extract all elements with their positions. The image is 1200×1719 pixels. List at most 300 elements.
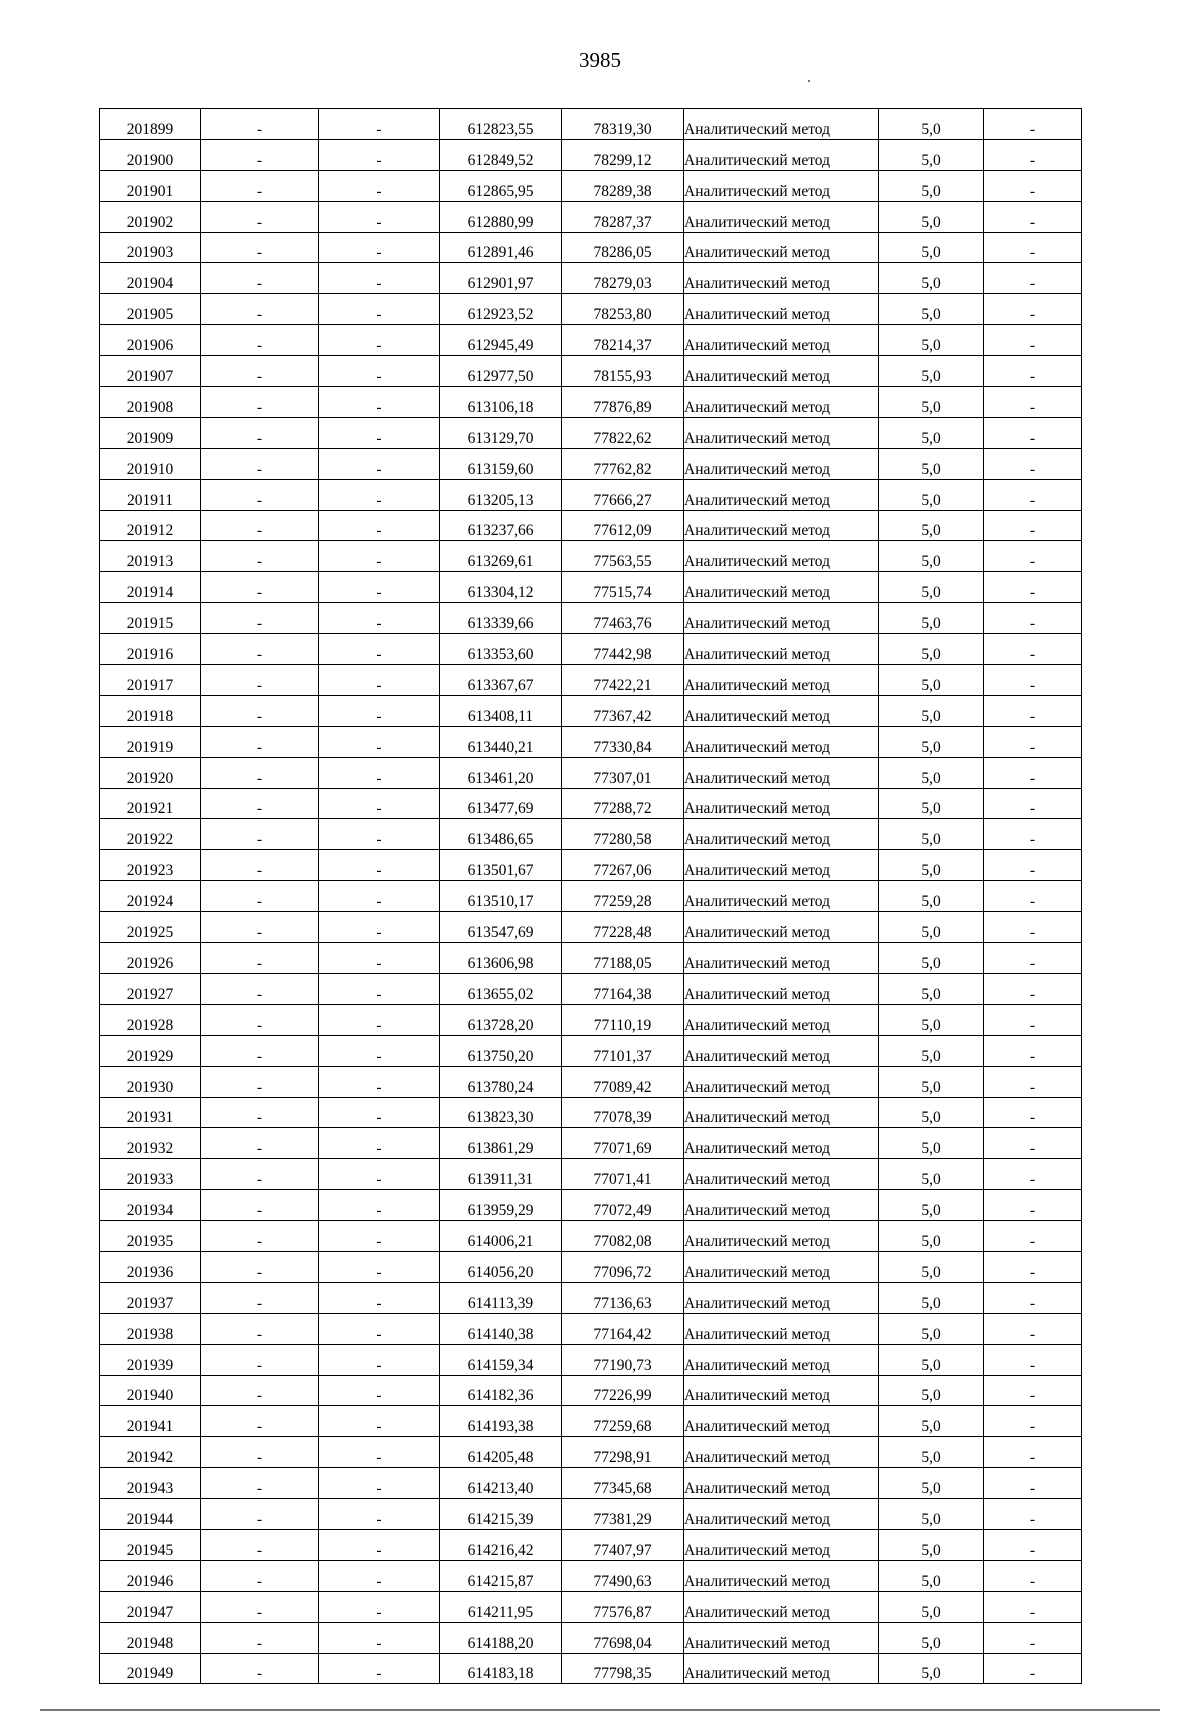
dash-cell: - [201, 170, 319, 201]
point-number: 201942 [100, 1437, 201, 1468]
dash-cell: - [319, 788, 440, 819]
accuracy: 5,0 [879, 695, 984, 726]
dash-cell: - [201, 695, 319, 726]
x-coordinate: 614215,87 [440, 1560, 562, 1591]
dash-cell: - [984, 1066, 1082, 1097]
dash-cell: - [201, 1622, 319, 1653]
x-coordinate: 612945,49 [440, 325, 562, 356]
dash-cell: - [201, 1344, 319, 1375]
dash-cell: - [201, 1004, 319, 1035]
accuracy: 5,0 [879, 1406, 984, 1437]
method: Аналитический метод [684, 1097, 879, 1128]
x-coordinate: 612823,55 [440, 109, 562, 140]
point-number: 201902 [100, 201, 201, 232]
point-number: 201933 [100, 1159, 201, 1190]
y-coordinate: 77563,55 [562, 541, 684, 572]
x-coordinate: 614113,39 [440, 1282, 562, 1313]
dash-cell: - [984, 850, 1082, 881]
accuracy: 5,0 [879, 387, 984, 418]
table-row [100, 201, 1082, 232]
y-coordinate: 77259,28 [562, 881, 684, 912]
dash-cell: - [319, 139, 440, 170]
table-row [100, 665, 1082, 696]
y-coordinate: 77298,91 [562, 1437, 684, 1468]
dash-cell: - [201, 294, 319, 325]
dash-cell: - [319, 201, 440, 232]
dash-cell: - [984, 201, 1082, 232]
x-coordinate: 613129,70 [440, 417, 562, 448]
accuracy: 5,0 [879, 943, 984, 974]
y-coordinate: 77381,29 [562, 1499, 684, 1530]
x-coordinate: 612880,99 [440, 201, 562, 232]
table-row [100, 695, 1082, 726]
y-coordinate: 77164,38 [562, 973, 684, 1004]
dash-cell: - [201, 1128, 319, 1159]
x-coordinate: 614140,38 [440, 1313, 562, 1344]
dash-cell: - [201, 1529, 319, 1560]
dash-cell: - [201, 603, 319, 634]
dash-cell: - [984, 726, 1082, 757]
coordinates-table [99, 108, 1082, 1684]
x-coordinate: 613205,13 [440, 479, 562, 510]
x-coordinate: 614056,20 [440, 1251, 562, 1282]
x-coordinate: 614205,48 [440, 1437, 562, 1468]
dash-cell: - [319, 819, 440, 850]
y-coordinate: 77330,84 [562, 726, 684, 757]
table-row [100, 943, 1082, 974]
table-row [100, 479, 1082, 510]
table-row [100, 1282, 1082, 1313]
dash-cell: - [201, 201, 319, 232]
x-coordinate: 613501,67 [440, 850, 562, 881]
dash-cell: - [984, 139, 1082, 170]
table-row [100, 757, 1082, 788]
method: Аналитический метод [684, 634, 879, 665]
dash-cell: - [319, 1221, 440, 1252]
method: Аналитический метод [684, 1468, 879, 1499]
dash-cell: - [319, 170, 440, 201]
table-row [100, 263, 1082, 294]
x-coordinate: 613823,30 [440, 1097, 562, 1128]
dash-cell: - [201, 1375, 319, 1406]
table-row [100, 541, 1082, 572]
dash-cell: - [201, 850, 319, 881]
y-coordinate: 78214,37 [562, 325, 684, 356]
dash-cell: - [319, 1406, 440, 1437]
table-row [100, 788, 1082, 819]
method: Аналитический метод [684, 263, 879, 294]
y-coordinate: 77267,06 [562, 850, 684, 881]
x-coordinate: 613269,61 [440, 541, 562, 572]
dash-cell: - [984, 479, 1082, 510]
dash-cell: - [984, 912, 1082, 943]
method: Аналитический метод [684, 1529, 879, 1560]
accuracy: 5,0 [879, 973, 984, 1004]
accuracy: 5,0 [879, 912, 984, 943]
y-coordinate: 77089,42 [562, 1066, 684, 1097]
table-row [100, 1560, 1082, 1591]
table-body [100, 109, 1082, 1684]
table-row [100, 1035, 1082, 1066]
accuracy: 5,0 [879, 170, 984, 201]
dash-cell: - [319, 1159, 440, 1190]
point-number: 201932 [100, 1128, 201, 1159]
y-coordinate: 77136,63 [562, 1282, 684, 1313]
table-row [100, 1004, 1082, 1035]
method: Аналитический метод [684, 757, 879, 788]
accuracy: 5,0 [879, 819, 984, 850]
dash-cell: - [984, 819, 1082, 850]
dash-cell: - [984, 1653, 1082, 1684]
accuracy: 5,0 [879, 1375, 984, 1406]
x-coordinate: 613339,66 [440, 603, 562, 634]
y-coordinate: 77407,97 [562, 1529, 684, 1560]
y-coordinate: 77190,73 [562, 1344, 684, 1375]
dash-cell: - [984, 695, 1082, 726]
table-row [100, 1159, 1082, 1190]
method: Аналитический метод [684, 1066, 879, 1097]
accuracy: 5,0 [879, 665, 984, 696]
point-number: 201900 [100, 139, 201, 170]
x-coordinate: 614215,39 [440, 1499, 562, 1530]
point-number: 201936 [100, 1251, 201, 1282]
dash-cell: - [319, 1313, 440, 1344]
dash-cell: - [319, 572, 440, 603]
dash-cell: - [984, 541, 1082, 572]
scan-speck [808, 80, 810, 82]
method: Аналитический метод [684, 170, 879, 201]
accuracy: 5,0 [879, 1437, 984, 1468]
x-coordinate: 613408,11 [440, 695, 562, 726]
method: Аналитический метод [684, 788, 879, 819]
dash-cell: - [201, 263, 319, 294]
y-coordinate: 78319,30 [562, 109, 684, 140]
dash-cell: - [319, 881, 440, 912]
dash-cell: - [201, 1097, 319, 1128]
accuracy: 5,0 [879, 263, 984, 294]
x-coordinate: 612891,46 [440, 232, 562, 263]
dash-cell: - [201, 912, 319, 943]
accuracy: 5,0 [879, 109, 984, 140]
y-coordinate: 78299,12 [562, 139, 684, 170]
table-row [100, 1653, 1082, 1684]
dash-cell: - [201, 943, 319, 974]
dash-cell: - [201, 634, 319, 665]
dash-cell: - [319, 1282, 440, 1313]
accuracy: 5,0 [879, 1499, 984, 1530]
y-coordinate: 77188,05 [562, 943, 684, 974]
dash-cell: - [201, 387, 319, 418]
dash-cell: - [201, 726, 319, 757]
dash-cell: - [319, 1591, 440, 1622]
table-row [100, 1406, 1082, 1437]
dash-cell: - [984, 1622, 1082, 1653]
bottom-rule [40, 1709, 1160, 1711]
dash-cell: - [201, 356, 319, 387]
y-coordinate: 77612,09 [562, 510, 684, 541]
accuracy: 5,0 [879, 881, 984, 912]
method: Аналитический метод [684, 1437, 879, 1468]
method: Аналитический метод [684, 1282, 879, 1313]
table-row [100, 1622, 1082, 1653]
dash-cell: - [319, 1066, 440, 1097]
point-number: 201920 [100, 757, 201, 788]
dash-cell: - [201, 1468, 319, 1499]
method: Аналитический метод [684, 356, 879, 387]
dash-cell: - [984, 417, 1082, 448]
dash-cell: - [984, 1035, 1082, 1066]
method: Аналитический метод [684, 1159, 879, 1190]
x-coordinate: 612977,50 [440, 356, 562, 387]
dash-cell: - [984, 881, 1082, 912]
method: Аналитический метод [684, 912, 879, 943]
point-number: 201948 [100, 1622, 201, 1653]
dash-cell: - [319, 1097, 440, 1128]
dash-cell: - [201, 757, 319, 788]
x-coordinate: 613440,21 [440, 726, 562, 757]
table-row [100, 1529, 1082, 1560]
accuracy: 5,0 [879, 1066, 984, 1097]
dash-cell: - [319, 1499, 440, 1530]
dash-cell: - [201, 541, 319, 572]
dash-cell: - [319, 417, 440, 448]
table-row [100, 294, 1082, 325]
method: Аналитический метод [684, 572, 879, 603]
table-row [100, 1468, 1082, 1499]
accuracy: 5,0 [879, 139, 984, 170]
dash-cell: - [201, 1035, 319, 1066]
table-row [100, 1437, 1082, 1468]
method: Аналитический метод [684, 541, 879, 572]
dash-cell: - [984, 1159, 1082, 1190]
point-number: 201910 [100, 448, 201, 479]
x-coordinate: 614188,20 [440, 1622, 562, 1653]
dash-cell: - [319, 1529, 440, 1560]
method: Аналитический метод [684, 479, 879, 510]
y-coordinate: 77515,74 [562, 572, 684, 603]
x-coordinate: 613159,60 [440, 448, 562, 479]
y-coordinate: 78155,93 [562, 356, 684, 387]
method: Аналитический метод [684, 1375, 879, 1406]
dash-cell: - [319, 1128, 440, 1159]
page-number: 3985 [579, 48, 621, 72]
accuracy: 5,0 [879, 1282, 984, 1313]
table-row [100, 1097, 1082, 1128]
point-number: 201927 [100, 973, 201, 1004]
table-row [100, 1128, 1082, 1159]
dash-cell: - [201, 1437, 319, 1468]
y-coordinate: 77280,58 [562, 819, 684, 850]
point-number: 201899 [100, 109, 201, 140]
dash-cell: - [319, 1622, 440, 1653]
point-number: 201937 [100, 1282, 201, 1313]
dash-cell: - [319, 479, 440, 510]
dash-cell: - [319, 325, 440, 356]
table-row [100, 170, 1082, 201]
dash-cell: - [319, 109, 440, 140]
method: Аналитический метод [684, 881, 879, 912]
x-coordinate: 613510,17 [440, 881, 562, 912]
method: Аналитический метод [684, 1190, 879, 1221]
accuracy: 5,0 [879, 757, 984, 788]
accuracy: 5,0 [879, 325, 984, 356]
method: Аналитический метод [684, 1035, 879, 1066]
table-row [100, 1251, 1082, 1282]
dash-cell: - [201, 417, 319, 448]
dash-cell: - [201, 1159, 319, 1190]
y-coordinate: 77072,49 [562, 1190, 684, 1221]
point-number: 201931 [100, 1097, 201, 1128]
point-number: 201917 [100, 665, 201, 696]
y-coordinate: 77345,68 [562, 1468, 684, 1499]
x-coordinate: 613547,69 [440, 912, 562, 943]
x-coordinate: 613655,02 [440, 973, 562, 1004]
point-number: 201924 [100, 881, 201, 912]
y-coordinate: 77490,63 [562, 1560, 684, 1591]
method: Аналитический метод [684, 603, 879, 634]
x-coordinate: 613780,24 [440, 1066, 562, 1097]
point-number: 201928 [100, 1004, 201, 1035]
dash-cell: - [201, 1282, 319, 1313]
method: Аналитический метод [684, 1653, 879, 1684]
method: Аналитический метод [684, 1004, 879, 1035]
y-coordinate: 77798,35 [562, 1653, 684, 1684]
dash-cell: - [984, 325, 1082, 356]
dash-cell: - [201, 448, 319, 479]
y-coordinate: 77164,42 [562, 1313, 684, 1344]
accuracy: 5,0 [879, 294, 984, 325]
method: Аналитический метод [684, 1128, 879, 1159]
y-coordinate: 78286,05 [562, 232, 684, 263]
accuracy: 5,0 [879, 1159, 984, 1190]
point-number: 201907 [100, 356, 201, 387]
y-coordinate: 78289,38 [562, 170, 684, 201]
point-number: 201909 [100, 417, 201, 448]
method: Аналитический метод [684, 1499, 879, 1530]
y-coordinate: 77762,82 [562, 448, 684, 479]
table-row [100, 819, 1082, 850]
accuracy: 5,0 [879, 726, 984, 757]
method: Аналитический метод [684, 665, 879, 696]
accuracy: 5,0 [879, 201, 984, 232]
y-coordinate: 77082,08 [562, 1221, 684, 1252]
y-coordinate: 77101,37 [562, 1035, 684, 1066]
y-coordinate: 77071,41 [562, 1159, 684, 1190]
y-coordinate: 77228,48 [562, 912, 684, 943]
x-coordinate: 612923,52 [440, 294, 562, 325]
accuracy: 5,0 [879, 1653, 984, 1684]
point-number: 201938 [100, 1313, 201, 1344]
x-coordinate: 612901,97 [440, 263, 562, 294]
x-coordinate: 613353,60 [440, 634, 562, 665]
table-row [100, 1190, 1082, 1221]
dash-cell: - [984, 788, 1082, 819]
dash-cell: - [201, 665, 319, 696]
table-row [100, 603, 1082, 634]
dash-cell: - [201, 819, 319, 850]
dash-cell: - [984, 356, 1082, 387]
dash-cell: - [319, 232, 440, 263]
dash-cell: - [319, 943, 440, 974]
dash-cell: - [984, 294, 1082, 325]
x-coordinate: 613606,98 [440, 943, 562, 974]
point-number: 201925 [100, 912, 201, 943]
dash-cell: - [984, 1251, 1082, 1282]
dash-cell: - [984, 1529, 1082, 1560]
point-number: 201916 [100, 634, 201, 665]
y-coordinate: 77367,42 [562, 695, 684, 726]
table-row [100, 1344, 1082, 1375]
table-row [100, 139, 1082, 170]
dash-cell: - [319, 912, 440, 943]
table-row [100, 881, 1082, 912]
dash-cell: - [201, 1066, 319, 1097]
method: Аналитический метод [684, 139, 879, 170]
point-number: 201939 [100, 1344, 201, 1375]
accuracy: 5,0 [879, 603, 984, 634]
dash-cell: - [319, 448, 440, 479]
table-row [100, 510, 1082, 541]
point-number: 201947 [100, 1591, 201, 1622]
dash-cell: - [984, 1097, 1082, 1128]
dash-cell: - [984, 1499, 1082, 1530]
dash-cell: - [319, 387, 440, 418]
x-coordinate: 612865,95 [440, 170, 562, 201]
point-number: 201908 [100, 387, 201, 418]
method: Аналитический метод [684, 1406, 879, 1437]
dash-cell: - [201, 479, 319, 510]
dash-cell: - [984, 170, 1082, 201]
dash-cell: - [984, 1190, 1082, 1221]
accuracy: 5,0 [879, 572, 984, 603]
y-coordinate: 77096,72 [562, 1251, 684, 1282]
accuracy: 5,0 [879, 417, 984, 448]
dash-cell: - [984, 1128, 1082, 1159]
accuracy: 5,0 [879, 541, 984, 572]
dash-cell: - [201, 1190, 319, 1221]
point-number: 201934 [100, 1190, 201, 1221]
y-coordinate: 77576,87 [562, 1591, 684, 1622]
method: Аналитический метод [684, 726, 879, 757]
dash-cell: - [319, 1468, 440, 1499]
method: Аналитический метод [684, 695, 879, 726]
y-coordinate: 78287,37 [562, 201, 684, 232]
point-number: 201943 [100, 1468, 201, 1499]
dash-cell: - [201, 139, 319, 170]
point-number: 201903 [100, 232, 201, 263]
accuracy: 5,0 [879, 1190, 984, 1221]
y-coordinate: 77822,62 [562, 417, 684, 448]
x-coordinate: 614159,34 [440, 1344, 562, 1375]
dash-cell: - [984, 1437, 1082, 1468]
table-row [100, 356, 1082, 387]
point-number: 201929 [100, 1035, 201, 1066]
x-coordinate: 614216,42 [440, 1529, 562, 1560]
table-row [100, 387, 1082, 418]
point-number: 201940 [100, 1375, 201, 1406]
method: Аналитический метод [684, 1560, 879, 1591]
accuracy: 5,0 [879, 788, 984, 819]
dash-cell: - [984, 232, 1082, 263]
accuracy: 5,0 [879, 356, 984, 387]
point-number: 201919 [100, 726, 201, 757]
dash-cell: - [201, 1591, 319, 1622]
dash-cell: - [984, 109, 1082, 140]
y-coordinate: 77876,89 [562, 387, 684, 418]
method: Аналитический метод [684, 510, 879, 541]
dash-cell: - [319, 1251, 440, 1282]
dash-cell: - [319, 850, 440, 881]
